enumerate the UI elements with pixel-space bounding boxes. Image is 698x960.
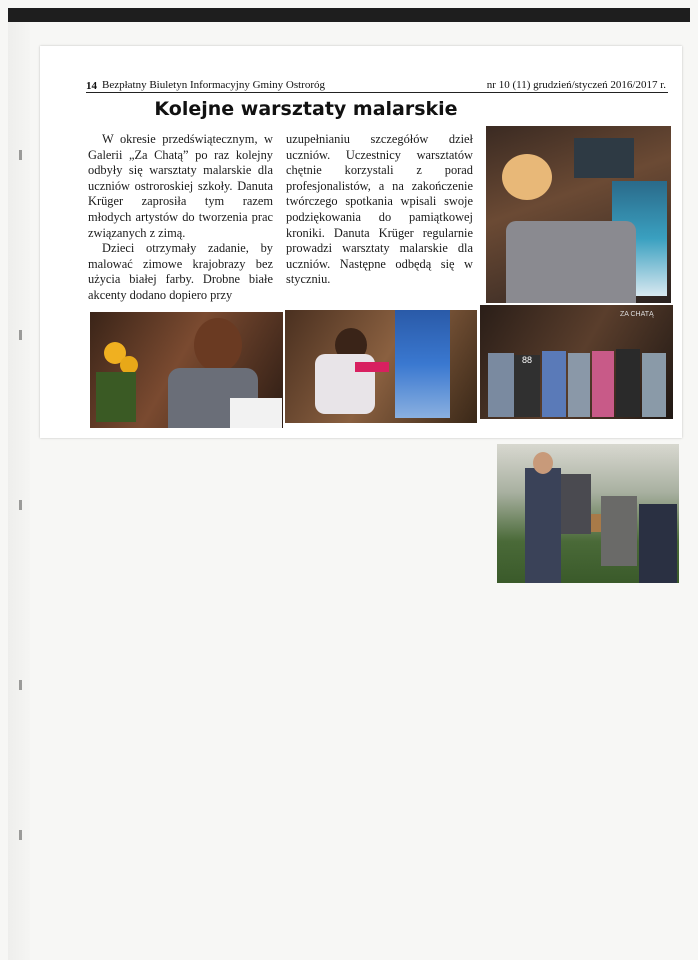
photo-group	[480, 305, 673, 419]
man-in-suit	[525, 468, 561, 583]
chronicle-book	[230, 398, 282, 428]
article-paragraph: uzupełnianiu szczegółów dzieł uczniów. Uczestnicy warsztatów chętnie korzystali z porad profesjonalistów, a na zakończenie twórczego spotkania wpisali swoje podziękowania do pamiątkowej kroniki. Danuta Krüger regularnie prowadzi warsztaty malarskie dla uczniów. Następne odbędą się w styczniu.	[286, 132, 473, 287]
head	[533, 452, 553, 474]
page-number: 14	[86, 80, 97, 92]
person-number-shirt: 88	[514, 355, 540, 417]
article-title: Kolejne warsztaty malarskie	[154, 98, 458, 120]
article-column-1	[88, 132, 273, 304]
leaves	[96, 372, 136, 422]
binder-hole	[19, 330, 22, 340]
photo-boy-painting	[486, 126, 671, 303]
header-rule	[86, 92, 668, 93]
person	[616, 349, 640, 417]
woman-seated	[601, 496, 637, 566]
photo-girl-painting	[285, 310, 477, 423]
sweater	[506, 221, 636, 303]
person	[568, 353, 590, 417]
photo-outdoor-event	[497, 444, 679, 583]
scan-binder-edge	[8, 22, 30, 960]
hair	[502, 154, 552, 200]
person	[561, 474, 591, 534]
person	[542, 351, 566, 417]
binder-hole	[19, 150, 22, 160]
person	[592, 351, 614, 417]
person	[488, 353, 514, 417]
publication-name: Bezpłatny Biuletyn Informacyjny Gminy Ostroróg	[102, 79, 326, 91]
gallery-sign: ZA CHATĄ	[620, 311, 654, 318]
binder-hole	[19, 500, 22, 510]
article-paragraph: W okresie przedświątecznym, w Galerii „Za Chatą” po raz kolejny odbyły się warsztaty malarskie dla uczniów ostroroskiej szkoły. Danuta Krüger zaprosiła tym razem młodych artystów do tworzenia prac związanych z zimą.	[88, 132, 273, 240]
issue-info: nr 10 (11) grudzień/styczeń 2016/2017 r.	[486, 79, 666, 91]
article-column-2	[286, 132, 473, 288]
wall-painting	[574, 138, 634, 178]
binder-hole	[19, 680, 22, 690]
man-seated	[639, 504, 677, 583]
scan-top-edge	[8, 8, 690, 22]
person	[642, 353, 666, 417]
arm	[355, 362, 389, 372]
article-paragraph: Dzieci otrzymały zadanie, by malować zimowe krajobrazy bez użycia białej farby. Drobne białe akcenty dodano dopiero przy	[88, 241, 273, 302]
hair	[194, 318, 242, 372]
blue-canvas	[395, 310, 450, 418]
photo-girl-writing	[90, 312, 283, 428]
binder-hole	[19, 830, 22, 840]
